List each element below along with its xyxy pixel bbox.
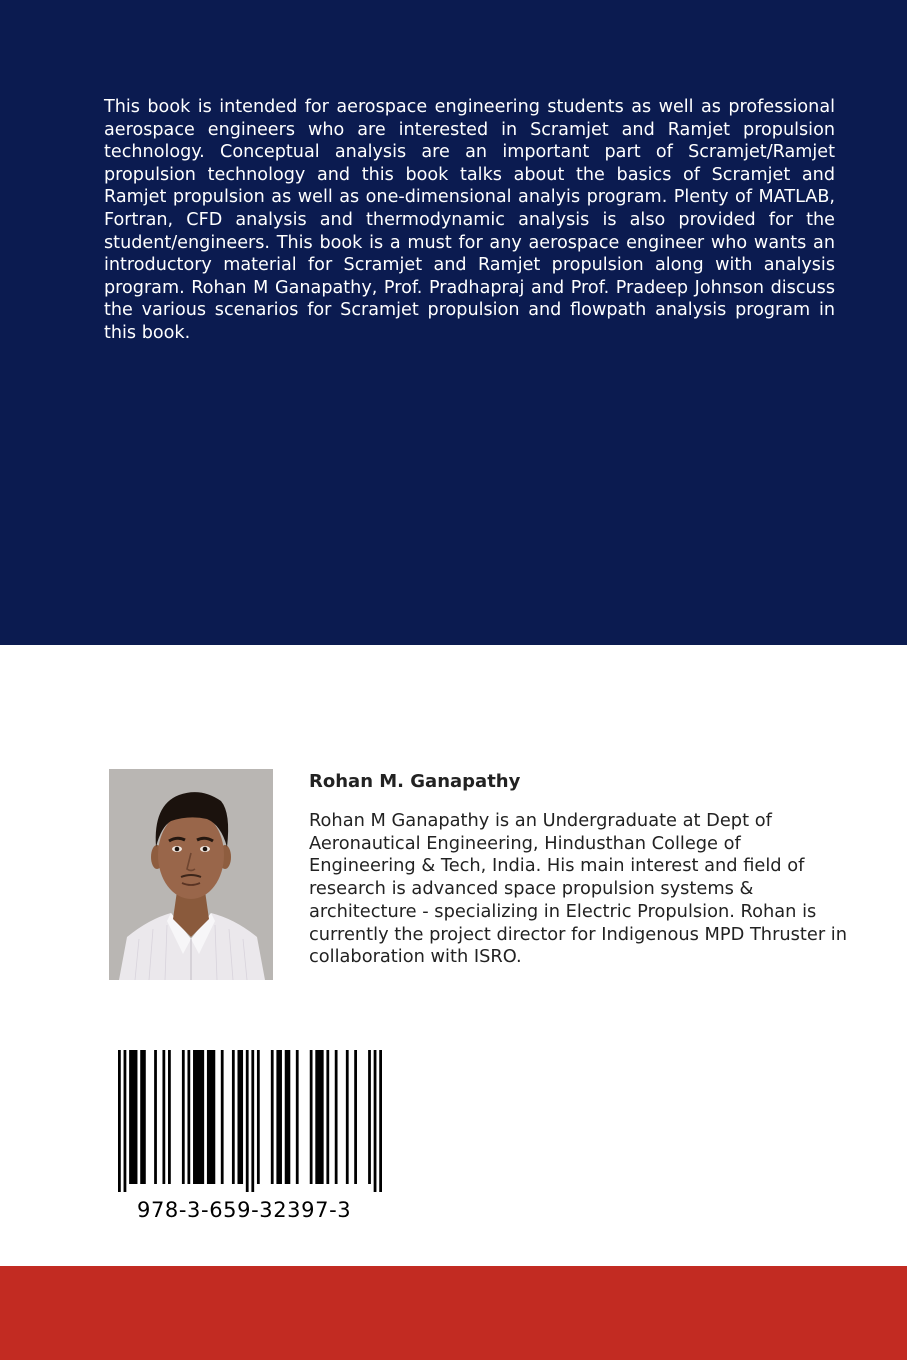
barcode-bar [187, 1050, 190, 1184]
barcode-bar [118, 1050, 121, 1192]
book-description: This book is intended for aerospace engineering students as well as professional aerospace engineers who are interested in Scramjet and Ramjet propulsion technology. Conceptual analysis are an important part of Scramjet/Ramjet propulsion technology and this book talks about the basics of Scramjet and Ramjet propulsion as well as one-dimensional analyis program. Plenty of MATLAB, Fortran, CFD analysis and thermodynamic analysis is also provided for the student/engineers. This book is a must for any aerospace engineer who wants an introductory material for Scramjet and Ramjet propulsion along with analysis program. Rohan M Ganapathy, Prof. Pradhapraj and Prof. Pradeep Johnson discuss the various scenarios for Scramjet propulsion and flowpath analysis program in this book. [104, 97, 835, 343]
barcode-bar [124, 1050, 127, 1192]
barcode-bar [140, 1050, 146, 1184]
barcode-bar [154, 1050, 157, 1184]
barcode-bar [326, 1050, 329, 1184]
author-bio: Rohan M Ganapathy is an Undergraduate at Dept of Aeronautical Engineering, Hindusthan College of Engineering & Tech, India. His main interest and field of research is advanced space propulsion systems & architecture - specializing in Electric Propulsion. Rohan is currently the project director for Indigenous MPD Thruster in collaboration with ISRO. [309, 810, 848, 968]
barcode-bar [374, 1050, 377, 1192]
barcode-bar [182, 1050, 185, 1184]
author-name: Rohan M. Ganapathy [309, 771, 521, 792]
barcode-bar [257, 1050, 260, 1184]
barcode-bar [193, 1050, 204, 1184]
barcode-bar [246, 1050, 249, 1192]
barcode-bar [221, 1050, 224, 1184]
barcode-bar [271, 1050, 274, 1184]
barcode-bar [207, 1050, 215, 1184]
barcode-bar [237, 1050, 243, 1184]
barcode-bar [346, 1050, 349, 1184]
barcode-bar [168, 1050, 171, 1184]
barcode-bar [335, 1050, 338, 1184]
isbn-barcode [118, 1050, 382, 1192]
barcode-bar [296, 1050, 299, 1184]
barcode-bar [251, 1050, 254, 1192]
barcode-bar [232, 1050, 235, 1184]
barcode-bar [354, 1050, 357, 1184]
description-panel [0, 0, 907, 645]
author-photo [109, 769, 273, 980]
barcode-bar [276, 1050, 282, 1184]
barcode-bar [379, 1050, 382, 1192]
barcode-bar [368, 1050, 371, 1184]
barcode-bar [285, 1050, 291, 1184]
barcode-bar [315, 1050, 323, 1184]
bottom-color-band [0, 1266, 907, 1360]
barcode-bar [162, 1050, 165, 1184]
barcode-bar [310, 1050, 313, 1184]
author-portrait-icon [109, 769, 273, 980]
barcode-bar [129, 1050, 137, 1184]
isbn-number: 978-3-659-32397-3 [137, 1198, 352, 1222]
